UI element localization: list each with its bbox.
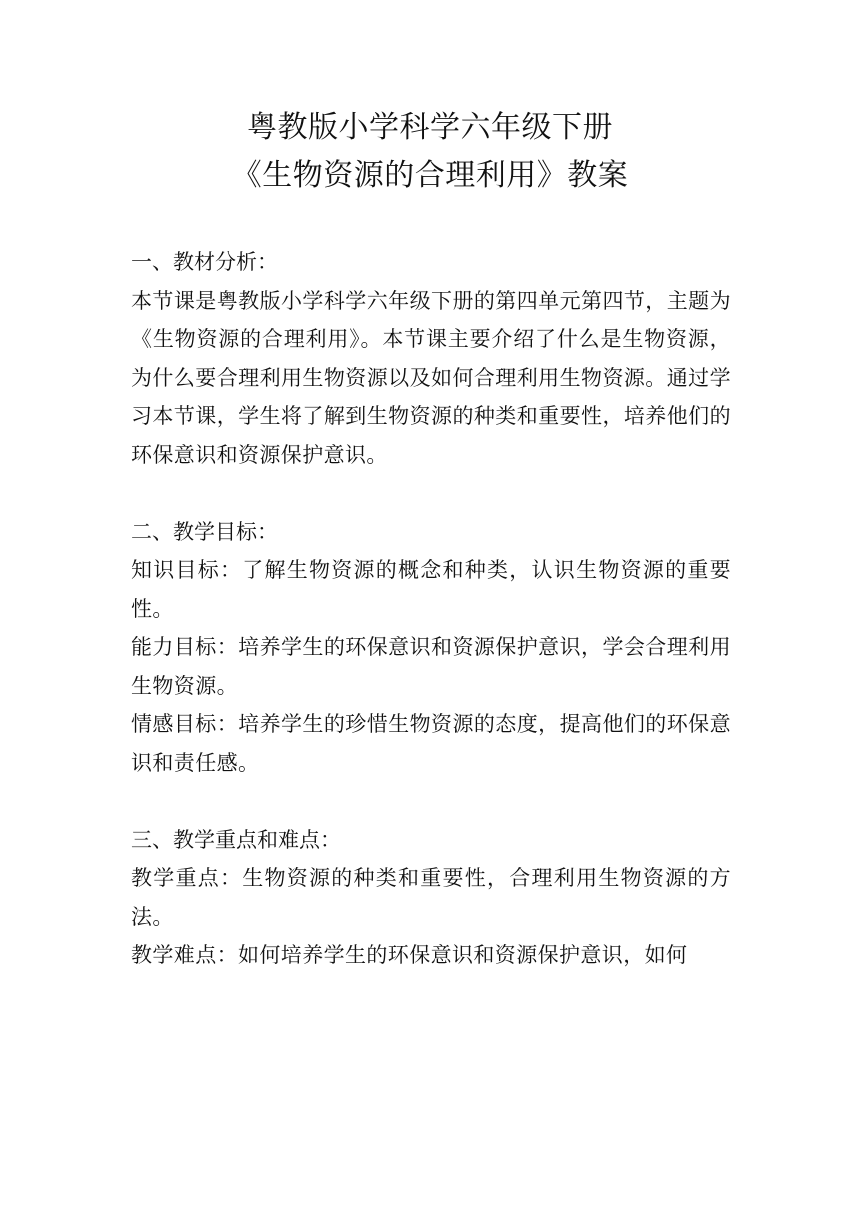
emotion-goal-paragraph: 情感目标：培养学生的珍惜生物资源的态度，提高他们的环保意识和责任感。 xyxy=(131,712,731,775)
ability-goal-paragraph: 能力目标：培养学生的环保意识和资源保护意识，学会合理利用生物资源。 xyxy=(131,635,731,698)
section-spacer xyxy=(131,782,731,821)
section-heading-goals: 二、教学目标： xyxy=(131,519,278,544)
document-title xyxy=(0,104,860,200)
title-line-1: 粤教版小学科学六年级下册 xyxy=(247,110,613,145)
section-spacer xyxy=(131,474,731,513)
difficulty-paragraph: 教学难点：如何培养学生的环保意识和资源保护意识，如何 xyxy=(131,943,688,967)
analysis-paragraph: 本节课是粤教版小学科学六年级下册的第四单元第四节，主题为《生物资源的合理利用》。本节课主要介绍了什么是生物资源，为什么要合理利用生物资源以及如何合理利用生物资源。通过学习本节课，学生将了解到生物资源的种类和重要性，培养他们的环保意识和资源保护意识。 xyxy=(131,288,731,467)
knowledge-goal-paragraph: 知识目标：了解生物资源的概念和种类，认识生物资源的重要性。 xyxy=(131,558,731,621)
section-heading-focus: 三、教学重点和难点： xyxy=(131,827,341,852)
key-point-paragraph: 教学重点：生物资源的种类和重要性，合理利用生物资源的方法。 xyxy=(131,866,731,929)
title-line-2: 《生物资源的合理利用》教案 xyxy=(231,158,629,193)
document-body xyxy=(131,243,731,975)
section-heading-analysis: 一、教材分析： xyxy=(131,250,278,274)
